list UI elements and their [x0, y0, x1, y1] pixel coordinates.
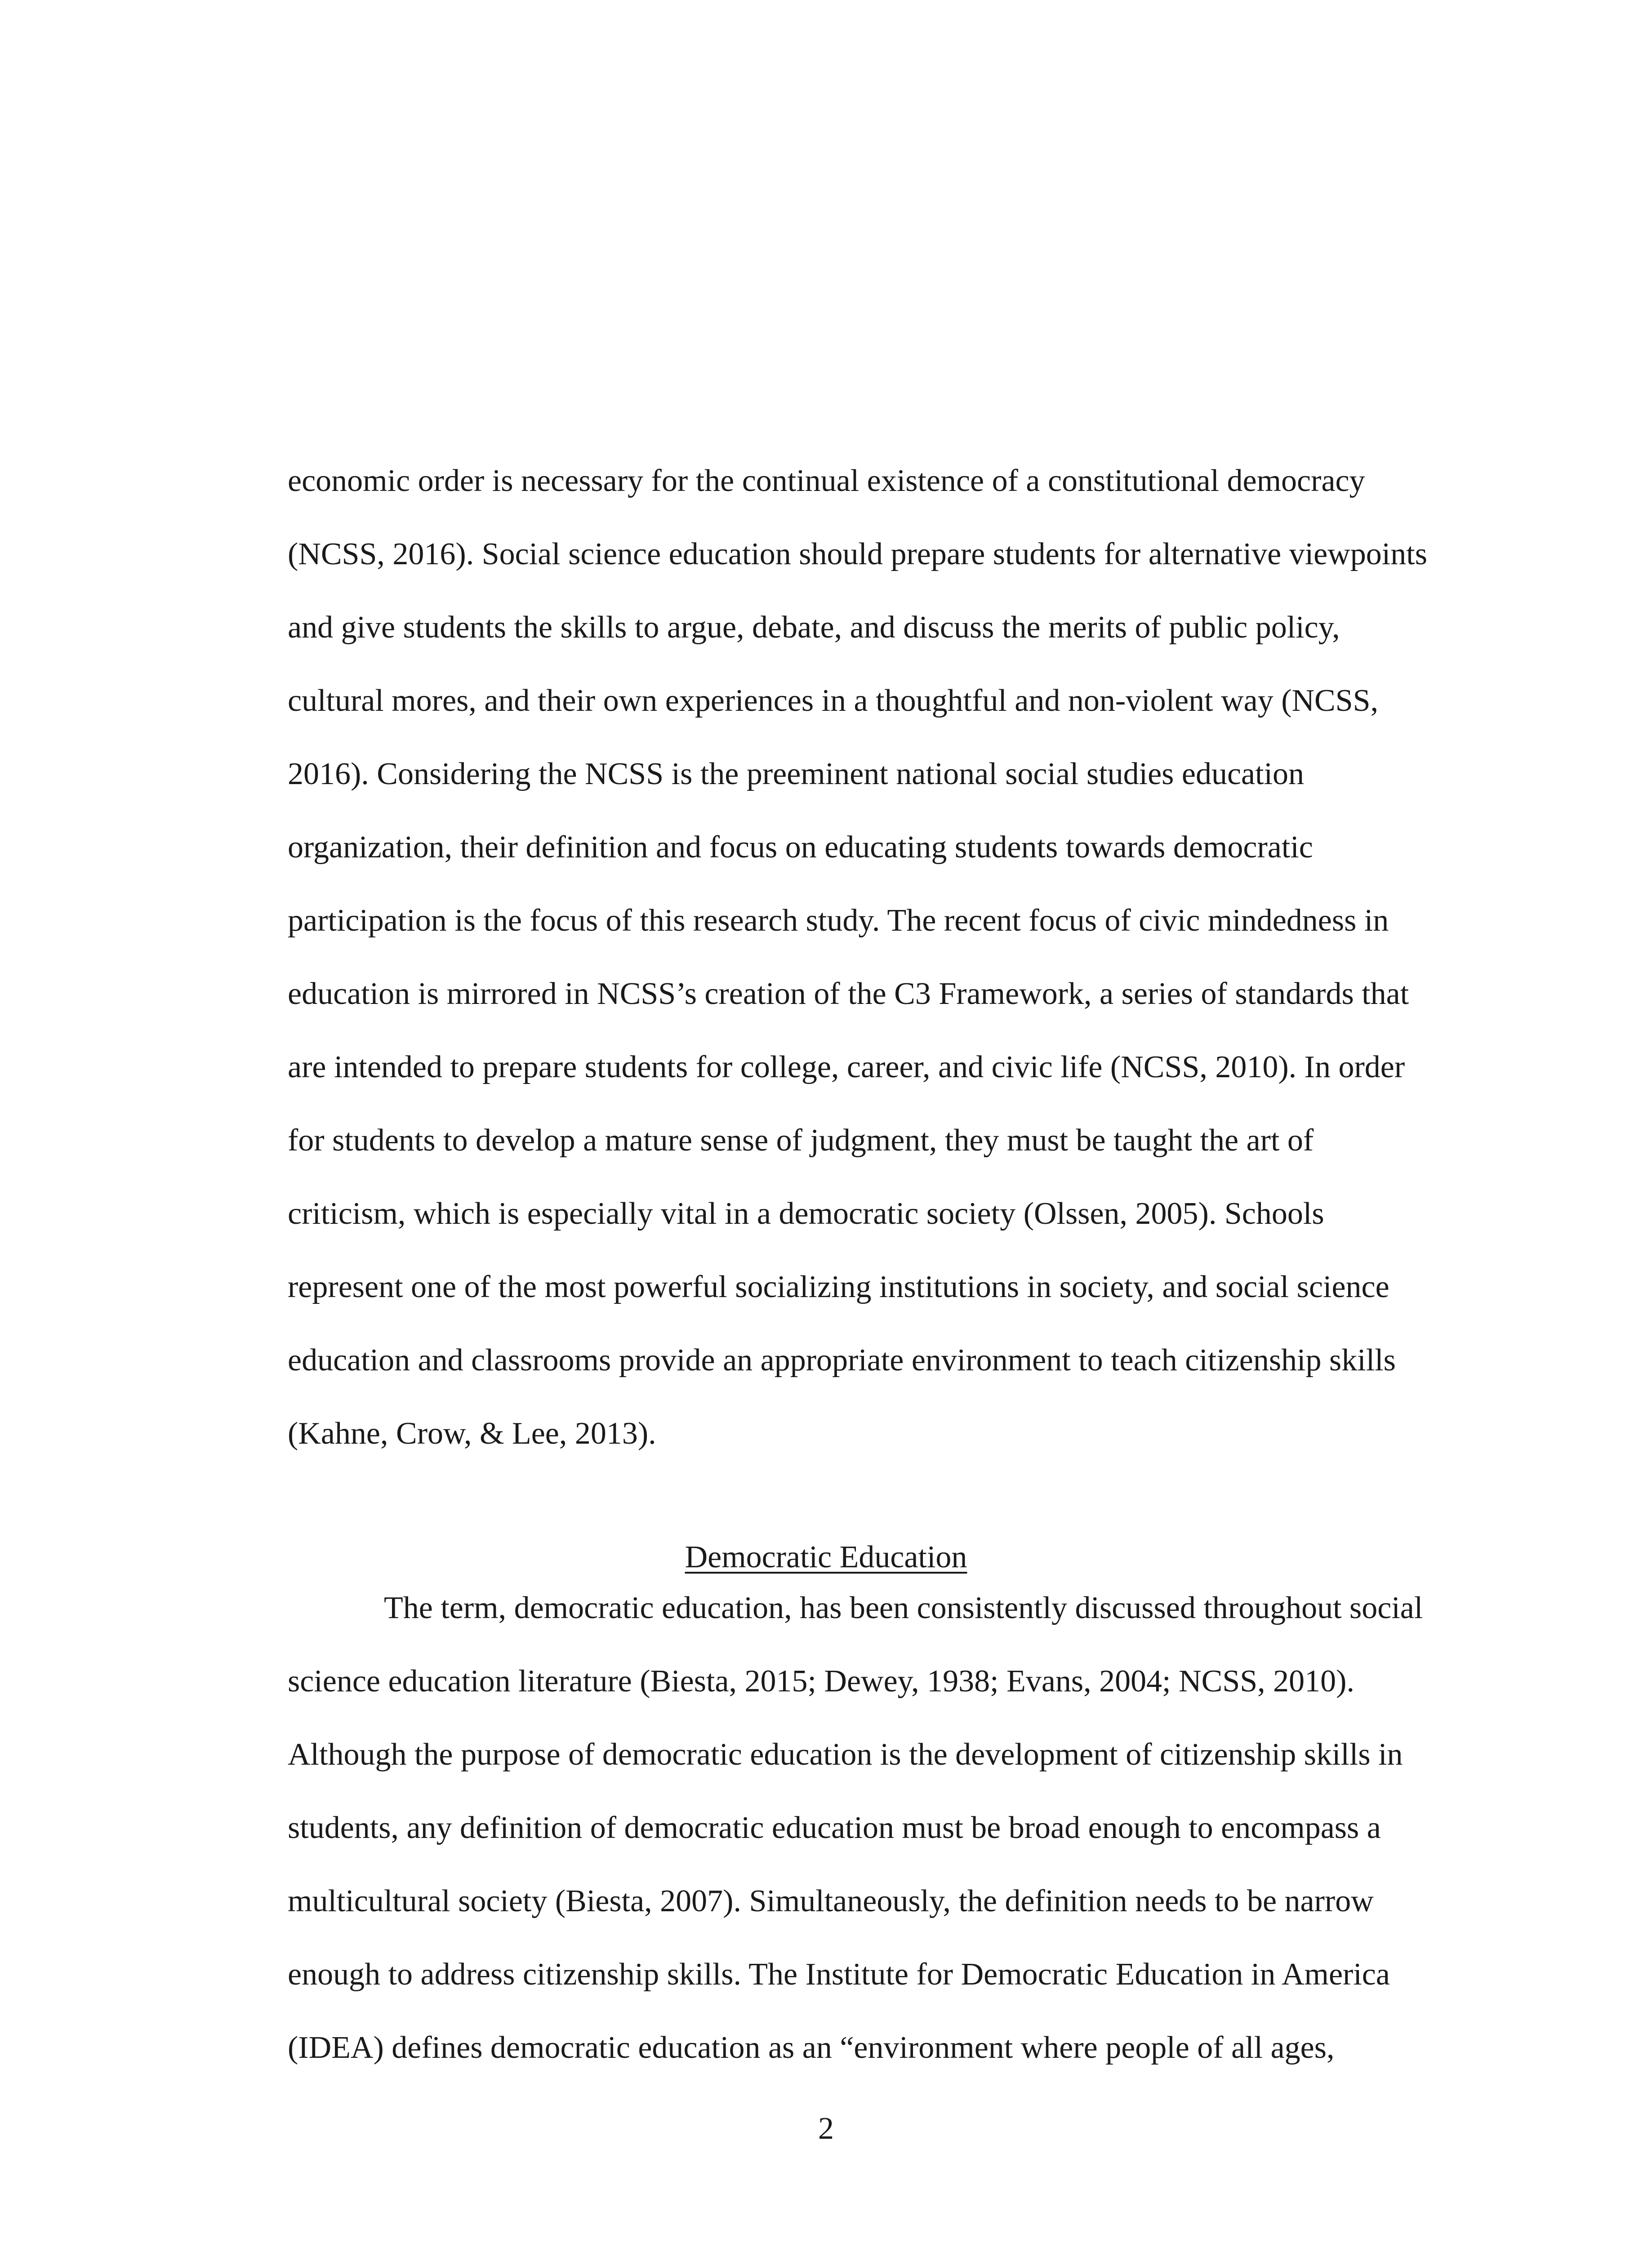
paragraph-line: education is mirrored in NCSS’s creation of the C3 Framework, a series of standards that [288, 977, 1409, 1011]
paragraph-line: 2016). Considering the NCSS is the preeminent national social studies education [288, 757, 1305, 791]
paragraph-line: participation is the focus of this research study. The recent focus of civic mindedness in [288, 903, 1389, 938]
paragraph-line: (NCSS, 2016). Social science education should prepare students for alternative viewpoints [288, 537, 1427, 571]
section-heading: Democratic Education [685, 1540, 967, 1574]
paragraph-line: (IDEA) defines democratic education as an “environment where people of all ages, [288, 2030, 1335, 2065]
paragraph-line: education and classrooms provide an appropriate environment to teach citizenship skills [288, 1343, 1396, 1378]
paragraph-line: The term, democratic education, has been consistently discussed throughout social [384, 1591, 1423, 1625]
paragraph-line: (Kahne, Crow, & Lee, 2013). [288, 1416, 656, 1451]
paragraph-line: criticism, which is especially vital in a democratic society (Olssen, 2005). Schools [288, 1196, 1324, 1231]
paragraph-line: multicultural society (Biesta, 2007). Simultaneously, the definition needs to be narrow [288, 1884, 1374, 1918]
paragraph-line: cultural mores, and their own experiences in a thoughtful and non-violent way (NCSS, [288, 683, 1379, 718]
page-number: 2 [818, 2111, 834, 2146]
paragraph-line: for students to develop a mature sense of judgment, they must be taught the art of [288, 1123, 1314, 1158]
paragraph-line: are intended to prepare students for college, career, and civic life (NCSS, 2010). In order [288, 1050, 1405, 1084]
paragraph-line: students, any definition of democratic education must be broad enough to encompass a [288, 1811, 1381, 1845]
paragraph-line: organization, their definition and focus on educating students towards democratic [288, 830, 1313, 865]
paragraph-line: economic order is necessary for the continual existence of a constitutional democracy [288, 464, 1365, 498]
paragraph-line: Although the purpose of democratic education is the development of citizenship skills in [288, 1737, 1403, 1772]
paragraph-line: science education literature (Biesta, 2015; Dewey, 1938; Evans, 2004; NCSS, 2010). [288, 1664, 1354, 1699]
paragraph-line: represent one of the most powerful socializing institutions in society, and social science [288, 1270, 1389, 1304]
paragraph-line: and give students the skills to argue, debate, and discuss the merits of public policy, [288, 610, 1340, 645]
paragraph-line: enough to address citizenship skills. The Institute for Democratic Education in America [288, 1957, 1390, 1992]
